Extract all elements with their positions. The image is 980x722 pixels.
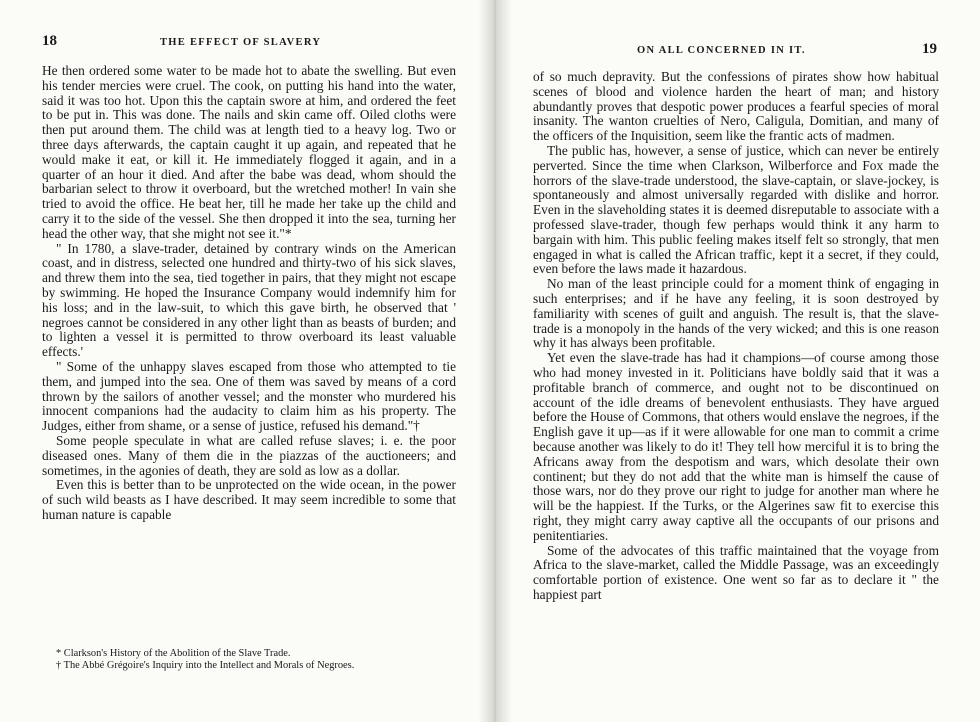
paragraph: of so much depravity. But the confessions of pirates show how habitual scenes of blood and violence harden the heart of man; and history abundantly proves that despotic power produces a fearful species of moral insanity. The wanton cruelties of Nero, Caligula, Domitian, and many of the officers of the Inquisition, seem like the frantic acts of madmen. (533, 69, 939, 144)
footnote-rule (42, 640, 456, 641)
left-page-number: 18 (42, 33, 57, 49)
paragraph: No man of the least principle could for a moment think of engaging in such enterprises; and if he have any feeling, it is soon destroyed by familiarity with scenes of guilt and anguish. The result is, that the slave-trade is a monopoly in the hands of the very wicked; and this is one reason why it has always been profitable. (533, 276, 939, 351)
left-running-title: THE EFFECT OF SLAVERY (160, 37, 322, 48)
footnotes (42, 648, 456, 671)
paragraph: Even this is better than to be unprotected on the wide ocean, in the power of such wild beasts as I have described. It may seem incredible to some that human nature is capable (42, 477, 456, 522)
right-page-number: 19 (922, 41, 937, 57)
paragraph: Some of the advocates of this traffic maintained that the voyage from Africa to the slave-market, called the Middle Passage, was an exceedingly comfortable portion of existence. One went so far as to declare it " the happiest part (533, 542, 939, 602)
paragraph: Some people speculate in what are called refuse slaves; i. e. the poor diseased ones. Many of them die in the piazzas of the auctioneers; and sometimes, in the agonies of death, they are sold as low as a dollar. (42, 432, 456, 478)
left-body-text (42, 64, 456, 523)
left-running-head (42, 33, 456, 56)
right-running-head (533, 41, 939, 64)
right-running-title: ON ALL CONCERNED IN IT. (637, 45, 806, 56)
paragraph: " In 1780, a slave-trader, detained by contrary winds on the American coast, and in distress, selected one hundred and thirty-two of his sick slaves, and threw them into the sea, tied together in pairs, that they might not escape by swimming. He hoped the Insurance Company would indemnify him for his loss; and in the law-suit, to which this gave birth, he observed that ' negroes cannot be considered in any other light than as beasts of burden; and to lighten a vessel it is permitted to throw overboard its least valuable effects.' (42, 240, 456, 360)
paragraph: " Some of the unhappy slaves escaped from those who attempted to tie them, and jumped into the sea. One of them was saved by means of a cord thrown by the sailors of another vessel; and the monster who murdered his innocent companions had the audacity to claim him as his property. The Judges, either from shame, or a sense of justice, refused his demand."† (42, 358, 456, 434)
footnote: † The Abbé Grégoire's Inquiry into the Intellect and Morals of Negroes. (56, 659, 355, 671)
footnote: * Clarkson's History of the Abolition of the Slave Trade. (56, 648, 291, 659)
paragraph: He then ordered some water to be made hot to abate the swelling. But even his tender mercies were cruel. The cook, on putting his hand into the water, said it was too hot. Upon this the captain swore at him, and ordered the feet to be put in. This was done. The nails and skin came off. Oiled cloths were then put around them. The child was at length tied to a heavy log. Two or three days afterwards, the captain caught it up again, and repeated that he would make it eat, or kill it. He immediately flogged it again, and in a quarter of an hour it died. And after the babe was dead, whom should the barbarian select to throw it overboard, but the wretched mother! In vain she tried to avoid the office. He beat her, till he made her take up the child and carry it to the side of the vessel. She then dropped it into the sea, turning her head the other way, that she might not see it."* (42, 63, 456, 241)
paragraph: Yet even the slave-trade has had it champions—of course among those who had money invested in it. Politicians have boldly said that it was a profitable branch of commerce, and ought not to be discontinued on account of the idle dreams of benevolent enthusiasts. They have argued before the House of Commons, that others would enslave the negroes, if the English gave it up—as if it were allowable for one man to commit a crime because another was likely to do it! They tell how merciful it is to bring the Africans away from the despotism and wars, which desolate their own continent; but they do not add that the white man is himself the cause of those wars, nor do they prove our right to judge for another man where he will be the happiest. If the Turks, or the Algerines saw fit to exercise this right, they might carry away captive all the occupants of our prisons and penitentiaries. (533, 350, 939, 543)
book-gutter (478, 0, 512, 722)
right-body-text (533, 70, 939, 603)
paragraph: The public has, however, a sense of justice, which can never be entirely perverted. Since the time when Clarkson, Wilberforce and Fox made the horrors of the slave-trade understood, the slave-captain, or slave-jockey, is spontaneously and almost universally regarded with dislike and horror. Even in the slaveholding states it is deemed disreputable to associate with a professed slave-trader, though few perhaps would think it any harm to bargain with him. This public feeling makes itself felt so strongly, that men engaged in what is called the African traffic, kept it a secret, if they could, even before the laws made it hazardous. (533, 142, 939, 277)
